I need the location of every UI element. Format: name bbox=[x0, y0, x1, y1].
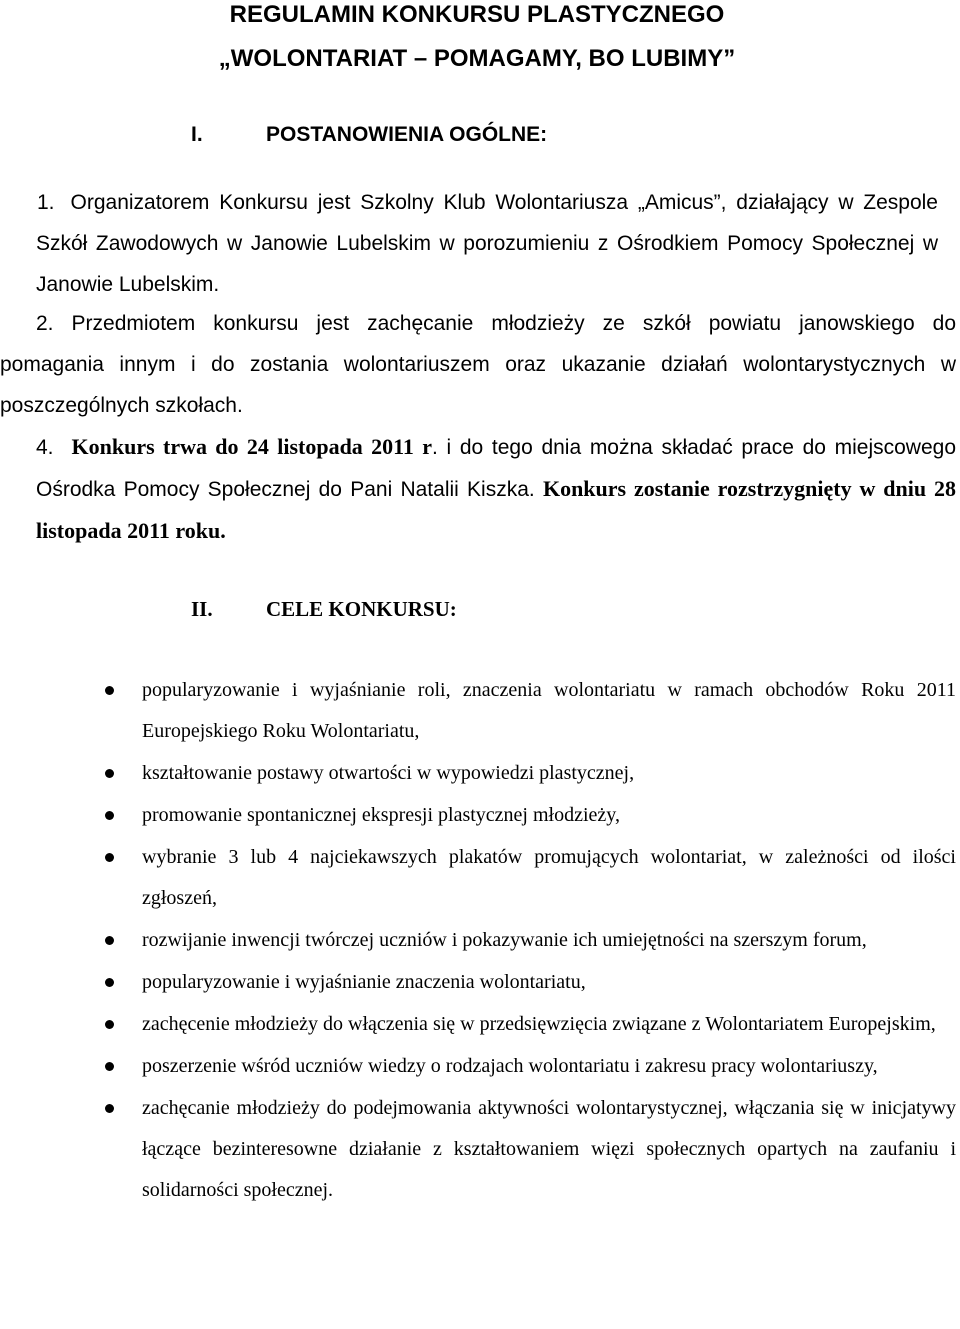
section-heading-goals bbox=[191, 595, 457, 623]
bullet-icon bbox=[105, 936, 114, 945]
paragraph-point-4 bbox=[36, 426, 956, 552]
list-item bbox=[0, 1046, 956, 1087]
goal-text: rozwijanie inwencji twórczej uczniów i pokazywanie ich umiejętności na szerszym forum, bbox=[142, 929, 867, 951]
bullet-icon bbox=[105, 811, 114, 820]
document-title-line1: REGULAMIN KONKURSU PLASTYCZNEGO bbox=[229, 1, 725, 28]
point-number: 1. bbox=[37, 191, 55, 214]
goal-text: wybranie 3 lub 4 najciekawszych plakatów promujących wolontariat, w zależności od ilości zgłoszeń, bbox=[142, 846, 956, 909]
goal-text: zachęcanie młodzieży do podejmowania aktywności wolontarystycznej, włączania się w inicjatywy łączące bezinteresowne działanie z kształtowaniem więzi społecznych opartych na zaufaniu i solidarności społecznej. bbox=[142, 1097, 956, 1201]
document-title-line2: „WOLONTARIAT – POMAGAMY, BO LUBIMY” bbox=[218, 45, 736, 72]
list-item bbox=[0, 837, 956, 919]
bullet-icon bbox=[105, 1104, 114, 1113]
point-text: . i do tego dnia można składać prace do miejscowego Ośrodka Pomocy Społecznej do Pani Natalii Kiszka. bbox=[36, 436, 957, 501]
section-heading-general bbox=[191, 121, 547, 149]
goal-text: popularyzowanie i wyjaśnianie roli, znaczenia wolontariatu w ramach obchodów Roku 2011 Europejskiego Roku Wolontariatu, bbox=[142, 679, 956, 742]
bullet-icon bbox=[105, 978, 114, 987]
goal-text: promowanie spontanicznej ekspresji plastycznej młodzieży, bbox=[142, 804, 620, 826]
bullet-icon bbox=[105, 1020, 114, 1029]
section-number: II. bbox=[191, 597, 213, 621]
list-item bbox=[0, 795, 956, 836]
section-number: I. bbox=[191, 123, 203, 146]
bullet-icon bbox=[105, 686, 114, 695]
point-number: 4. bbox=[36, 436, 54, 459]
goals-list bbox=[0, 670, 960, 1212]
paragraph-point-1 bbox=[36, 182, 938, 305]
goal-text: kształtowanie postawy otwartości w wypowiedzi plastycznej, bbox=[142, 762, 635, 784]
bullet-icon bbox=[105, 853, 114, 862]
goal-text: poszerzenie wśród uczniów wiedzy o rodzajach wolontariatu i zakresu pracy wolontariuszy, bbox=[142, 1055, 878, 1077]
section-title: POSTANOWIENIA OGÓLNE: bbox=[266, 123, 548, 146]
result-date-text: Konkurs zostanie rozstrzygnięty w dniu 28 listopada 2011 roku. bbox=[36, 476, 956, 543]
goal-text: popularyzowanie i wyjaśnianie znaczenia wolontariatu, bbox=[142, 971, 586, 993]
paragraph-point-2 bbox=[0, 303, 956, 426]
deadline-text: Konkurs trwa do 24 listopada 2011 r bbox=[71, 434, 433, 459]
list-item bbox=[0, 962, 956, 1003]
point-text: Organizatorem Konkursu jest Szkolny Klub Wolontariusza „Amicus”, działający w Zespole Szkół Zawodowych w Janowie Lubelskim w porozumieniu z Ośrodkiem Pomocy Społecznej w Janowie Lubelskim. bbox=[36, 191, 938, 296]
list-item bbox=[0, 670, 956, 752]
goal-text: zachęcenie młodzieży do włączenia się w przedsięwzięcia związane z Wolontariatem Europejskim, bbox=[142, 1013, 936, 1035]
bullet-icon bbox=[105, 769, 114, 778]
list-item bbox=[0, 1004, 956, 1045]
bullet-icon bbox=[105, 1062, 114, 1071]
point-number: 2. bbox=[36, 312, 54, 335]
list-item bbox=[0, 1088, 956, 1211]
list-item bbox=[0, 920, 956, 961]
list-item bbox=[0, 753, 956, 794]
section-title: CELE KONKURSU: bbox=[266, 597, 457, 621]
point-text: Przedmiotem konkursu jest zachęcanie młodzieży ze szkół powiatu janowskiego do pomagania innym i do zostania wolontariuszem oraz ukazanie działań wolontarystycznych w poszczególnych szkołach. bbox=[0, 312, 956, 417]
